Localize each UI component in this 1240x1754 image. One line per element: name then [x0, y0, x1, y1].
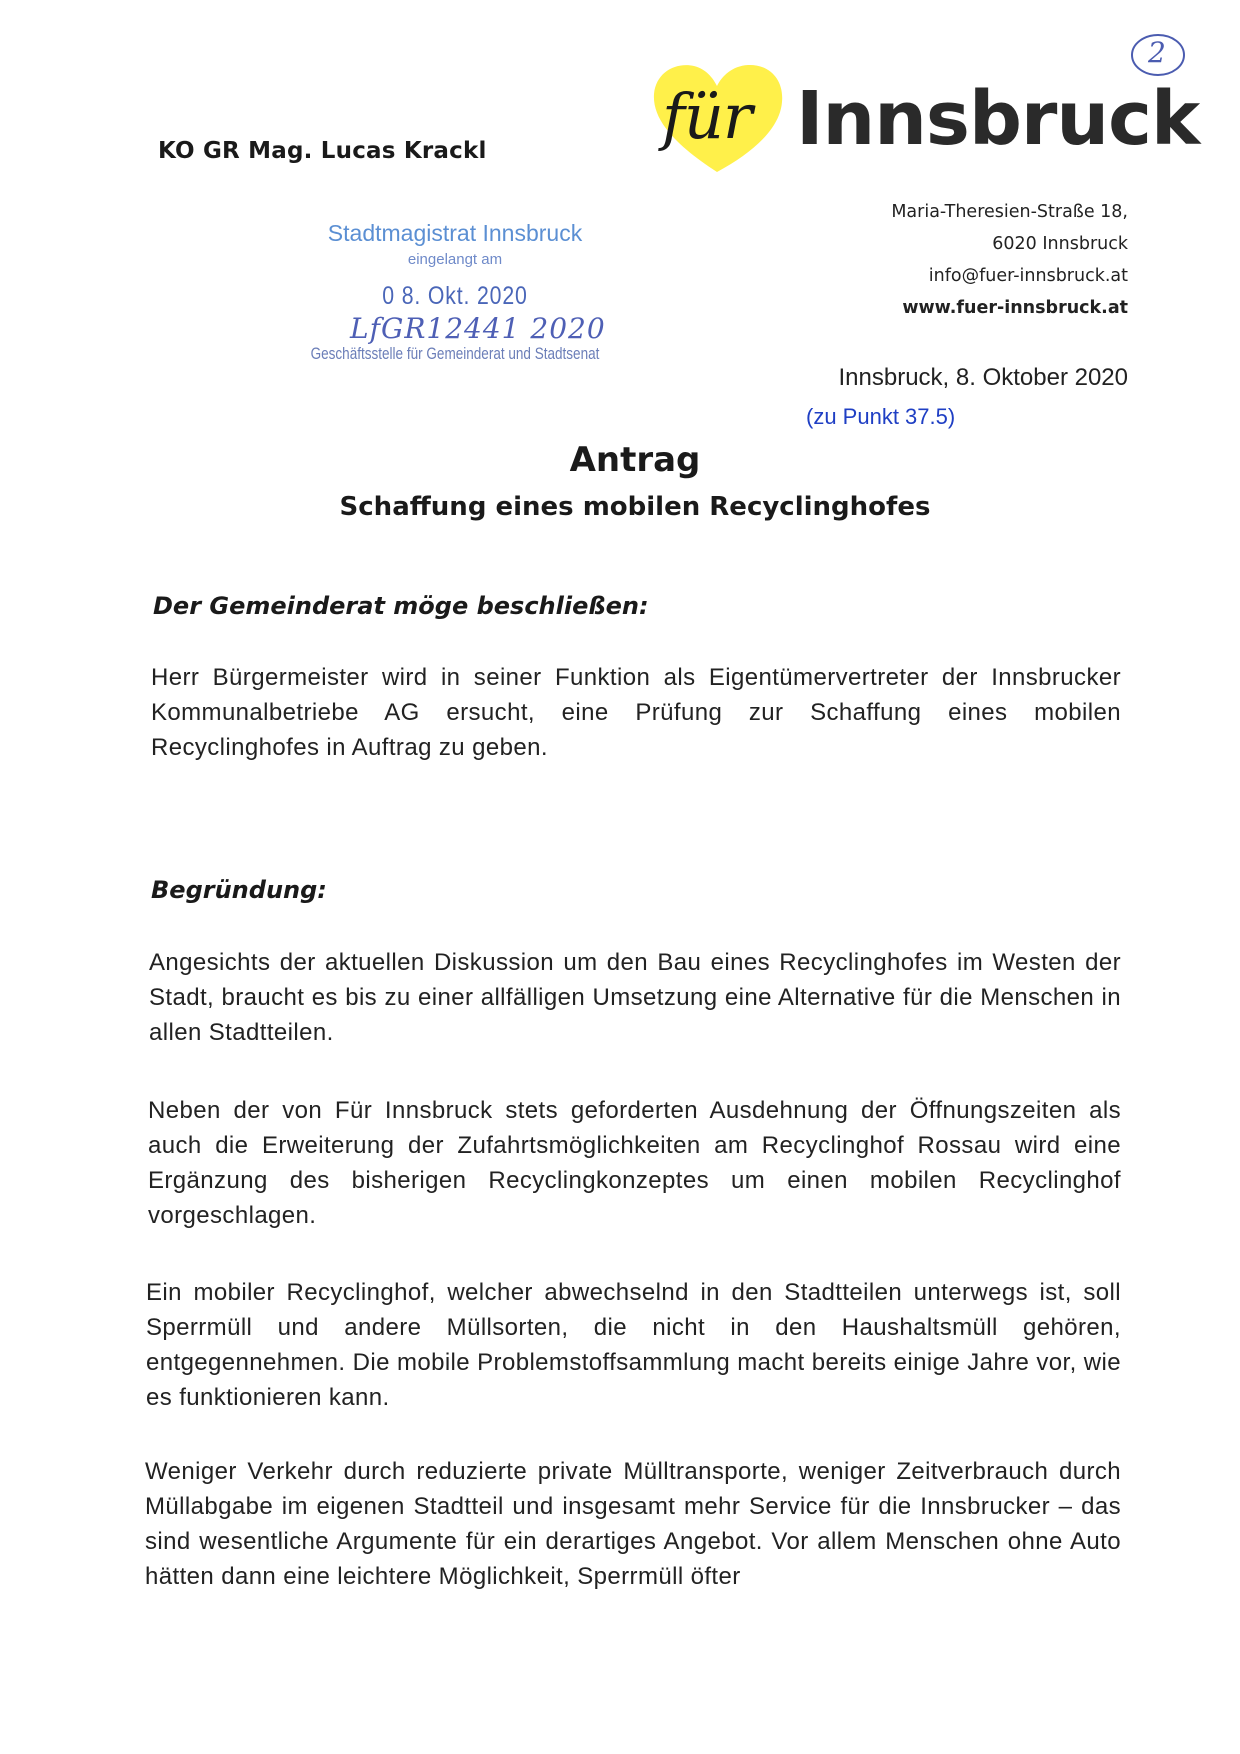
logo-name: Innsbruck: [796, 76, 1200, 162]
address-street: Maria-Theresien-Straße 18,: [891, 202, 1128, 222]
document-subtitle: Schaffung eines mobilen Recyclinghofes: [339, 492, 931, 522]
document-title: Antrag: [569, 440, 701, 480]
date-line: Innsbruck, 8. Oktober 2020: [838, 364, 1128, 391]
stamp-org: Stadtmagistrat Innsbruck: [327, 220, 583, 246]
address-city: 6020 Innsbruck: [992, 234, 1128, 254]
reason-paragraph: Ein mobiler Recyclinghof, welcher abwechselnd in den Stadtteilen unterwegs ist, soll Sperrmüll und andere Müllsorten, die nicht in den Haushaltsmüll gehören, entgegennehmen. Die mobile Problemstoffsammlung macht bereits einige Jahre vor, wie es funktionieren kann.: [146, 1279, 1121, 1411]
author-name: KO GR Mag. Lucas Krackl: [158, 138, 487, 164]
agenda-reference: (zu Punkt 37.5): [806, 404, 956, 429]
stamp-office: Geschäftsstelle für Gemeinderat und Stadtsenat: [310, 345, 600, 363]
reason-paragraph: Weniger Verkehr durch reduzierte private Mülltransporte, weniger Zeitverbrauch durch Müllabgabe im eigenen Stadtteil und insgesamt mehr Service für die Innsbrucker – das sind wesentliche Argumente für ein derartiges Angebot. Vor allem Menschen ohne Auto hätten dann eine leichtere Möglichkeit, Sperrmüll öfter: [145, 1458, 1121, 1590]
address-web[interactable]: www.fuer-innsbruck.at: [902, 298, 1128, 318]
received-stamp: [290, 220, 620, 364]
address-email[interactable]: info@fuer-innsbruck.at: [928, 266, 1128, 286]
reason-heading: Begründung:: [151, 876, 327, 904]
reason-paragraph: Angesichts der aktuellen Diskussion um den Bau eines Recyclinghofes im Westen der Stadt, braucht es bis zu einer allfälligen Umsetzung eine Alternative für die Menschen in allen Stadtteilen.: [149, 949, 1121, 1046]
logo-prefix: für: [662, 80, 752, 153]
stamp-received-label: eingelangt am: [407, 251, 503, 268]
stamp-reference: LfGR12441 2020: [350, 312, 606, 345]
resolution-text: Herr Bürgermeister wird in seiner Funktion als Eigentümervertreter der Innsbrucker Kommunalbetriebe AG ersucht, eine Prüfung zur Schaffung eines mobilen Recyclinghofes in Auftrag zu geben.: [151, 664, 1121, 761]
stamp-date: 0 8. Okt. 2020: [382, 282, 528, 310]
page-number: 2: [1148, 36, 1166, 69]
resolution-heading: Der Gemeinderat möge beschließen:: [153, 592, 649, 620]
page-number-mark: [1128, 30, 1188, 80]
reason-paragraph: Neben der von Für Innsbruck stets geforderten Ausdehnung der Öffnungszeiten als auch die Erweiterung der Zufahrtsmöglichkeiten am Recyclinghof Rossau wird eine Ergänzung des bisherigen Recyclingkonzeptes um einen mobilen Recyclinghof vorgeschlagen.: [148, 1097, 1121, 1229]
